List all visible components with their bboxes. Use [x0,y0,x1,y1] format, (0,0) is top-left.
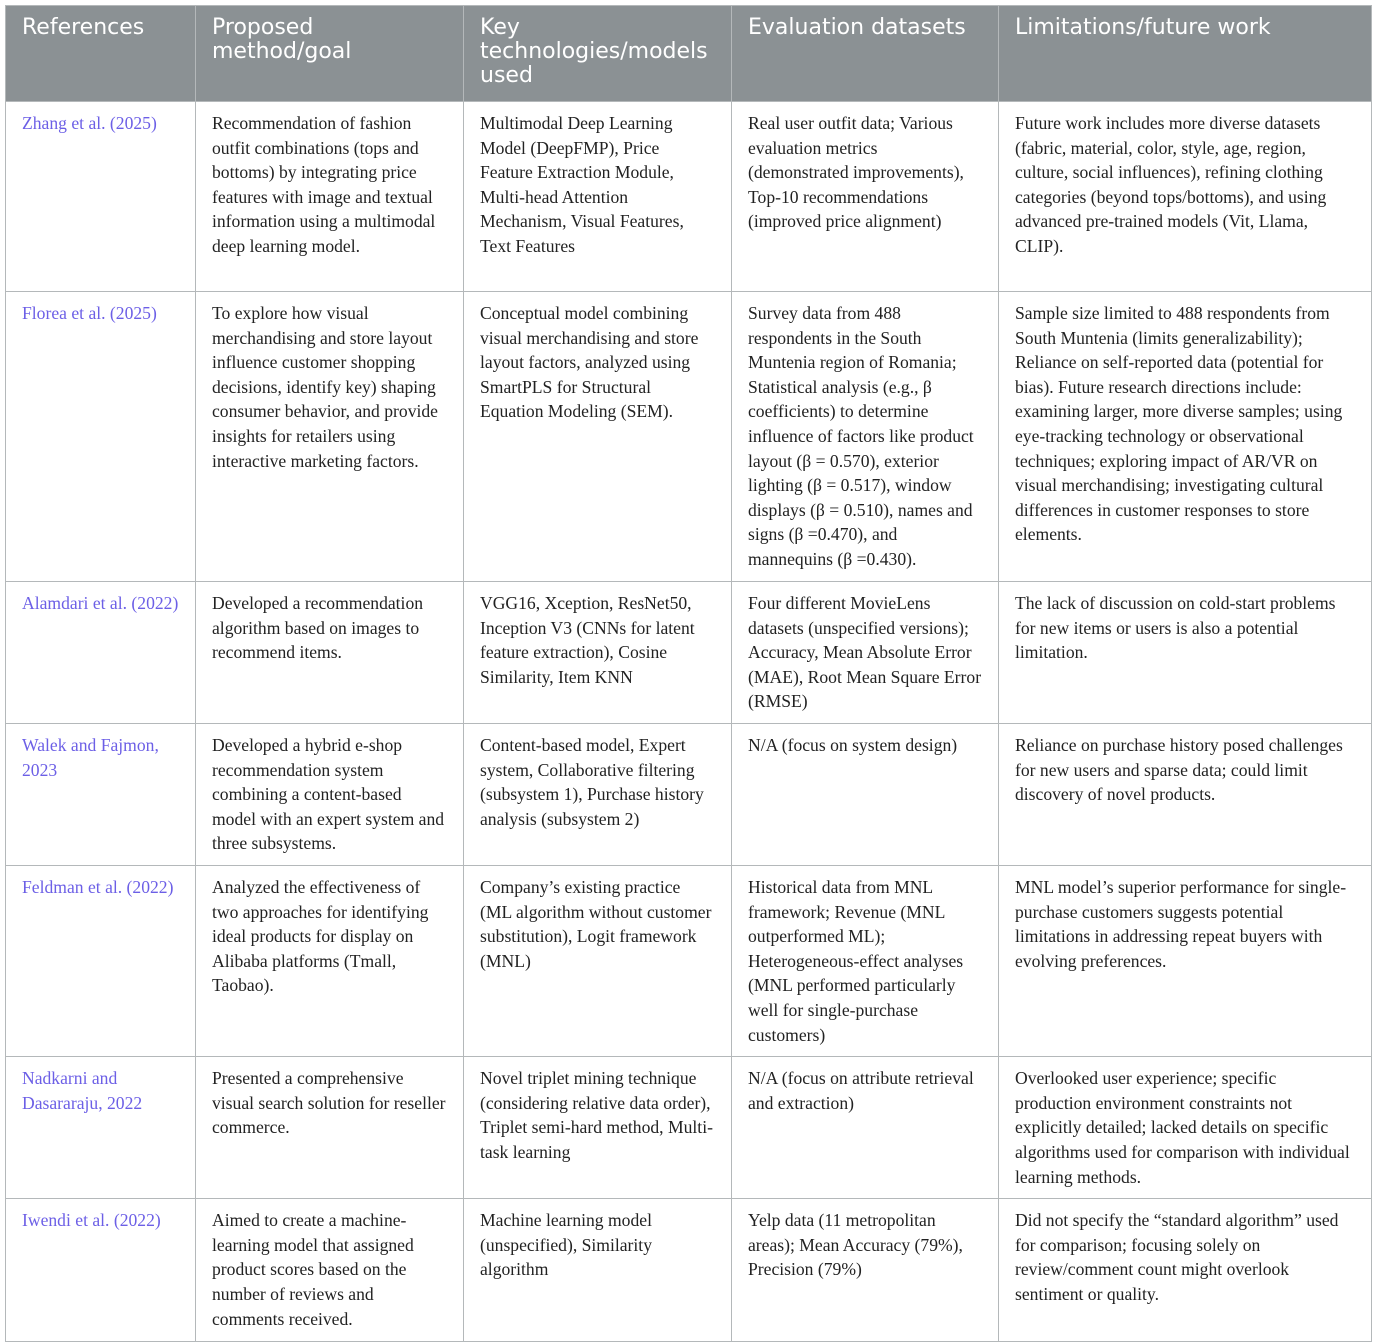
table-row [6,582,1372,724]
reference-link[interactable]: Zhang et al. (2025) [22,113,157,133]
reference-cell [6,582,196,724]
reference-link[interactable]: Feldman et al. (2022) [22,876,174,897]
limitations-cell: The lack of discussion on cold-start problems for new items or users is also a potential limitation. [999,582,1372,724]
technologies-cell: VGG16, Xception, ResNet50, Inception V3 (CNNs for latent feature extraction), Cosine Similarity, Item KNN [464,582,732,724]
reference-cell [6,1199,196,1342]
method-cell: Analyzed the effectiveness of two approaches for identifying ideal products for display on Alibaba platforms (Tmall, Taobao). [196,865,464,1056]
limitations-cell: Reliance on purchase history posed challenges for new users and sparse data; could limit discovery of novel products. [999,723,1372,865]
header-technologies: Key technologies/models used [464,6,732,102]
method-cell: Aimed to create a machine-learning model that assigned product scores based on the number of reviews and comments received. [196,1199,464,1342]
reference-link[interactable]: Nadkarni and Dasararaju, 2022 [22,1068,143,1113]
reference-link[interactable]: Alamdari et al. (2022) [22,593,179,613]
reference-cell [6,1057,196,1199]
technologies-cell: Novel triplet mining technique (considering relative data order), Triplet semi-hard method, Multi-task learning [464,1057,732,1199]
method-cell: Recommendation of fashion outfit combinations (tops and bottoms) by integrating price features with image and textual information using a multimodal deep learning model. [196,102,464,292]
limitations-cell: Future work includes more diverse datasets (fabric, material, color, style, age, region, culture, social influences), refining clothing categories (beyond tops/bottoms), and using advanced pre-trained models (Vit, Llama, CLIP). [999,102,1372,292]
table-row [6,102,1372,292]
table-row [6,292,1372,582]
limitations-cell: Overlooked user experience; specific production environment constraints not explicitly detailed; lacked details on specific algorithms used for comparison with individual learning methods. [999,1057,1372,1199]
datasets-cell: Yelp data (11 metropolitan areas); Mean Accuracy (79%), Precision (79%) [732,1199,999,1342]
reference-cell [6,292,196,582]
header-row [6,6,1372,102]
limitations-cell: MNL model’s superior performance for single-purchase customers suggests potential limitations in addressing repeat buyers with evolving preferences. [999,865,1372,1056]
reference-cell [6,102,196,292]
reference-cell [6,865,196,1056]
technologies-cell: Multimodal Deep Learning Model (DeepFMP), Price Feature Extraction Module, Multi-head Attention Mechanism, Visual Features, Text Features [464,102,732,292]
table-row [6,723,1372,865]
literature-table [5,5,1372,1342]
datasets-cell: Real user outfit data; Various evaluation metrics (demonstrated improvements), Top-10 recommendations (improved price alignment) [732,102,999,292]
reference-link[interactable]: Florea et al. (2025) [22,303,157,323]
method-cell: Developed a recommendation algorithm based on images to recommend items. [196,582,464,724]
reference-cell [6,723,196,865]
datasets-cell: N/A (focus on system design) [732,723,999,865]
method-cell: To explore how visual merchandising and store layout influence customer shopping decisions, identify key) shaping consumer behavior, and provide insights for retailers using interactive marketing factors. [196,292,464,582]
limitations-cell: Sample size limited to 488 respondents from South Muntenia (limits generalizability); Reliance on self-reported data (potential for bias). Future research directions include: examining larger, more diverse samples; using eye-tracking technology or observational techniques; exploring impact of AR/VR on visual merchandising; investigating cultural differences in customer responses to store elements. [999,292,1372,582]
technologies-cell: Company’s existing practice (ML algorithm without customer substitution), Logit framework (MNL) [464,865,732,1056]
table-row [6,865,1372,1056]
technologies-cell: Machine learning model (unspecified), Similarity algorithm [464,1199,732,1342]
technologies-cell: Conceptual model combining visual merchandising and store layout factors, analyzed using SmartPLS for Structural Equation Modeling (SEM). [464,292,732,582]
header-method: Proposed method/goal [196,6,464,102]
reference-link[interactable]: Iwendi et al. (2022) [22,1210,161,1231]
datasets-cell: Historical data from MNL framework; Revenue (MNL outperformed ML); Heterogeneous-effect analyses (MNL performed particularly well for single-purchase customers) [732,865,999,1056]
technologies-cell: Content-based model, Expert system, Collaborative filtering (subsystem 1), Purchase history analysis (subsystem 2) [464,723,732,865]
datasets-cell: Survey data from 488 respondents in the South Muntenia region of Romania; Statistical analysis (e.g., β coefficients) to determine influence of factors like product layout (β = 0.570), exterior lighting (β = 0.517), window displays (β = 0.510), names and signs (β =0.470), and mannequins (β =0.430). [732,292,999,582]
method-cell: Presented a comprehensive visual search solution for reseller commerce. [196,1057,464,1199]
datasets-cell: N/A (focus on attribute retrieval and extraction) [732,1057,999,1199]
header-datasets: Evaluation datasets [732,6,999,102]
table-row [6,1199,1372,1342]
table-row [6,1057,1372,1199]
reference-link[interactable]: Walek and Fajmon, 2023 [22,734,159,780]
header-limitations: Limitations/future work [999,6,1372,102]
method-cell: Developed a hybrid e-shop recommendation system combining a content-based model with an expert system and three subsystems. [196,723,464,865]
header-references: References [6,6,196,102]
datasets-cell: Four different MovieLens datasets (unspecified versions); Accuracy, Mean Absolute Error (MAE), Root Mean Square Error (RMSE) [732,582,999,724]
limitations-cell: Did not specify the “standard algorithm” used for comparison; focusing solely on review/comment count might overlook sentiment or quality. [999,1199,1372,1342]
